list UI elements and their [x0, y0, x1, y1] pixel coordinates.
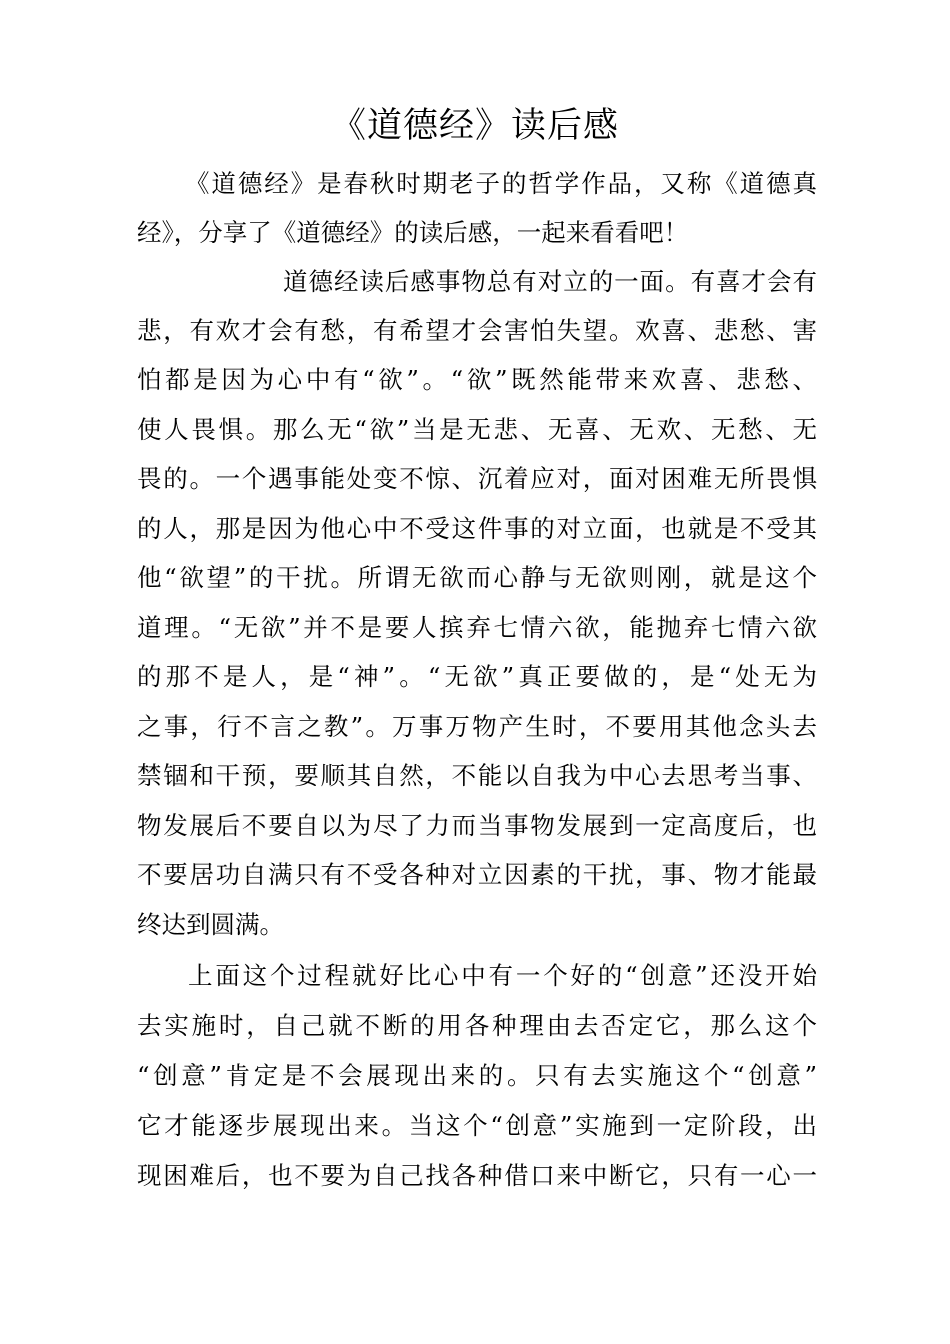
text-line: 怕都是因为心中有“欲”。“欲”既然能带来欢喜、悲愁、	[137, 365, 817, 394]
text-line: 之事，行不言之教”。万事万物产生时，不要用其他念头去	[137, 712, 817, 741]
text-line: 终达到圆满。	[137, 910, 284, 939]
document-title: 《道德经》读后感	[330, 106, 619, 146]
text-line: 悲，有欢才会有愁，有希望才会害怕失望。欢喜、悲愁、害	[137, 316, 817, 345]
text-line: 的人，那是因为他心中不受这件事的对立面，也就是不受其	[137, 514, 817, 543]
text-line: 现困难后，也不要为自己找各种借口来中断它，只有一心一	[137, 1161, 817, 1190]
text-line: 它才能逐步展现出来。当这个“创意”实施到一定阶段，出	[137, 1111, 817, 1140]
text-line: “创意”肯定是不会展现出来的。只有去实施这个“创意”	[137, 1061, 817, 1090]
text-line: 《道德经》是春秋时期老子的哲学作品，又称《道德真	[185, 169, 817, 198]
text-line: 上面这个过程就好比心中有一个好的“创意”还没开始	[188, 961, 817, 990]
text-line: 不要居功自满只有不受各种对立因素的干扰，事、物才能最	[137, 860, 817, 889]
text-line: 物发展后不要自以为尽了力而当事物发展到一定高度后，也	[137, 811, 817, 840]
text-line: 畏的。一个遇事能处变不惊、沉着应对，面对困难无所畏惧	[137, 464, 817, 493]
text-line: 的那不是人，是“神”。“无欲”真正要做的，是“处无为	[137, 662, 817, 691]
text-line: 经》，分享了《道德经》的读后感，一起来看看吧！	[137, 218, 689, 247]
text-line: 去实施时，自己就不断的用各种理由去否定它，那么这个	[137, 1011, 817, 1040]
text-line: 道理。“无欲”并不是要人摈弃七情六欲，能抛弃七情六欲	[137, 613, 817, 642]
text-line: 使人畏惧。那么无“欲”当是无悲、无喜、无欢、无愁、无	[137, 415, 817, 444]
text-line: 禁锢和干预，要顺其自然，不能以自我为中心去思考当事、	[137, 761, 817, 790]
text-line: 他“欲望”的干扰。所谓无欲而心静与无欲则刚，就是这个	[137, 563, 817, 592]
text-line: 道德经读后感事物总有对立的一面。有喜才会有	[283, 267, 817, 296]
